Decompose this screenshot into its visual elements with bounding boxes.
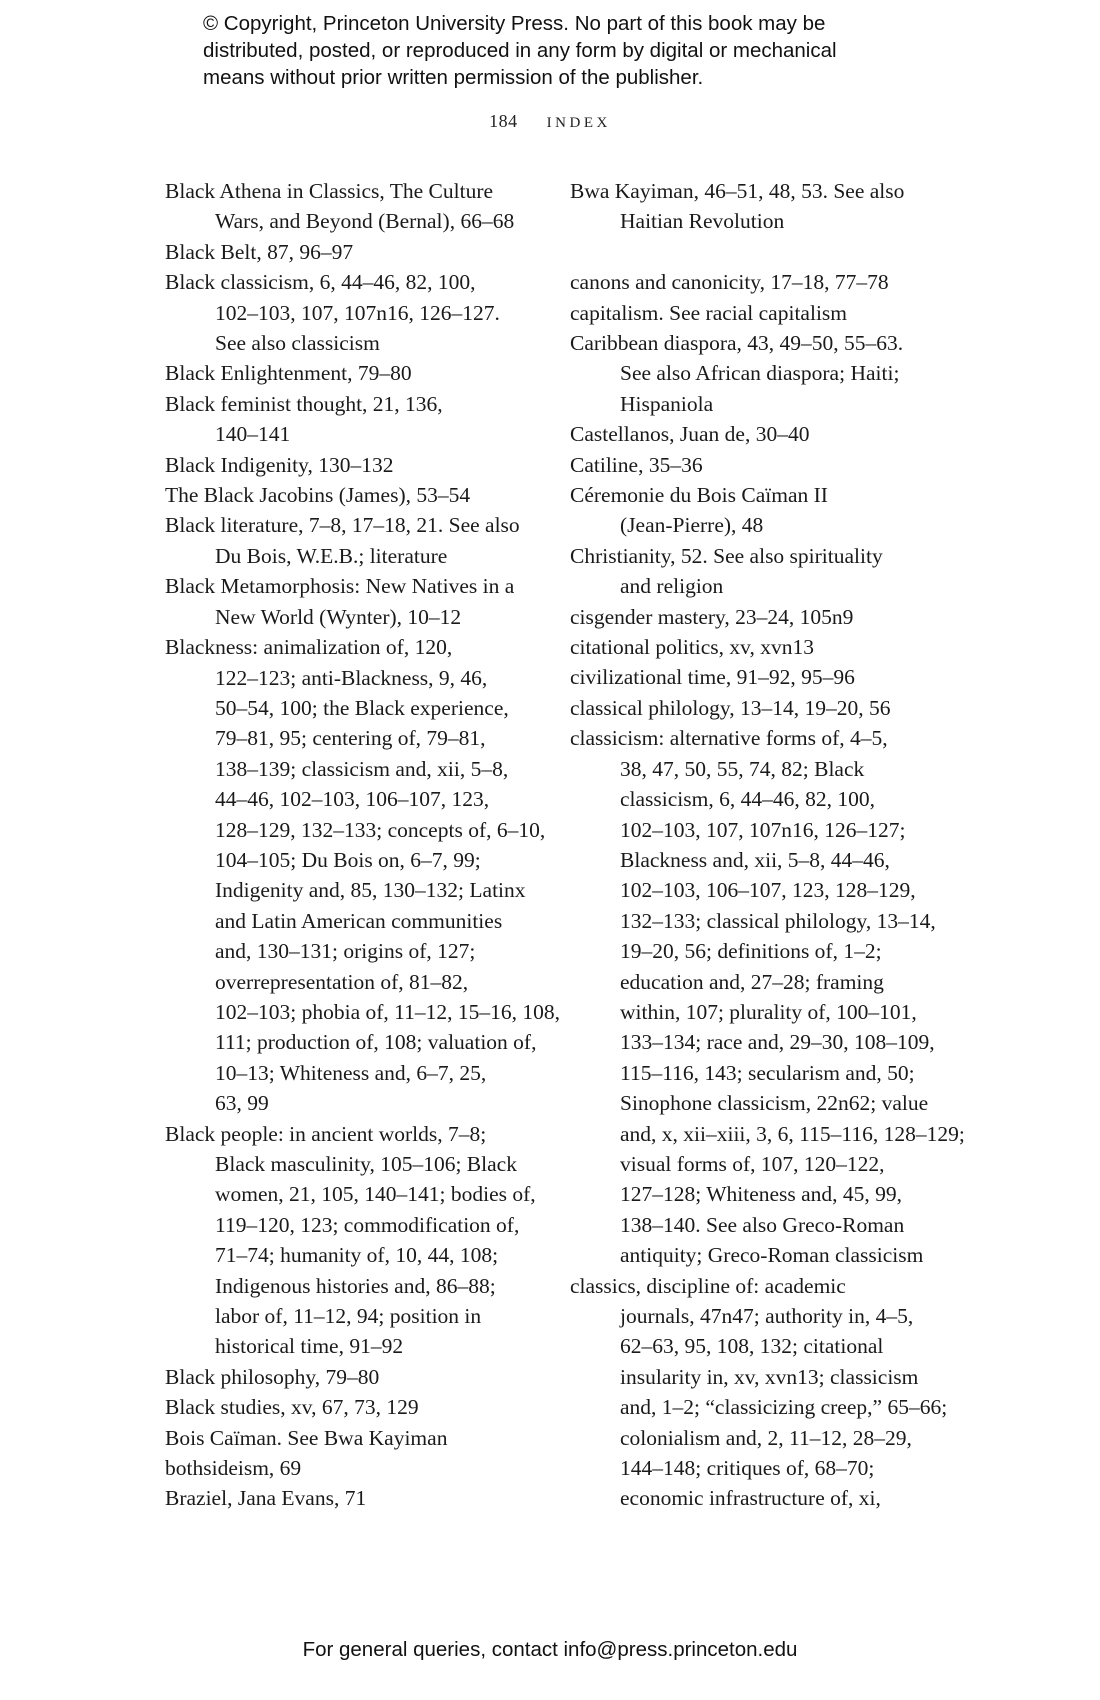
index-entry-continuation: Hispaniola — [620, 391, 714, 416]
index-entry-continuation: 102–103, 107, 107n16, 126–127. — [215, 300, 500, 325]
index-entry-heading: civilizational time, 91–92, 95–96 — [570, 665, 855, 690]
index-column-left — [165, 176, 560, 1514]
index-entry-continuation: 138–139; classicism and, xii, 5–8, — [215, 756, 509, 781]
index-entry-continuation: 111; production of, 108; valuation of, — [215, 1030, 537, 1055]
copyright-line: means without prior written permission of the publisher. — [203, 66, 704, 89]
index-entry-continuation: 104–105; Du Bois on, 6–7, 99; — [215, 847, 481, 872]
index-entry-continuation: education and, 27–28; framing — [620, 969, 884, 994]
index-entry-continuation: 133–134; race and, 29–30, 108–109, — [620, 1030, 935, 1055]
index-entry-continuation: historical time, 91–92 — [215, 1334, 404, 1359]
index-entry-continuation: 132–133; classical philology, 13–14, — [620, 908, 936, 933]
index-entry-continuation: and, 130–131; origins of, 127; — [215, 939, 476, 964]
index-entry-continuation: 50–54, 100; the Black experience, — [215, 695, 509, 720]
index-entry-continuation: 144–148; critiques of, 68–70; — [620, 1456, 875, 1481]
index-entry — [570, 298, 940, 328]
index-entry — [165, 389, 545, 450]
index-entry-continuation: See also classicism — [215, 331, 380, 356]
index-entry-heading: The Black Jacobins (James), 53–54 — [165, 483, 471, 508]
index-entry-heading: Black Belt, 87, 96–97 — [165, 239, 354, 264]
index-entry-heading: bothsideism, 69 — [165, 1456, 302, 1481]
index-entry-continuation: within, 107; plurality of, 100–101, — [620, 999, 917, 1024]
copyright-notice — [203, 10, 963, 91]
index-entry-heading: canons and canonicity, 17–18, 77–78 — [570, 270, 889, 295]
index-entry — [570, 541, 940, 602]
index-entry-heading: citational politics, xv, xvn13 — [570, 635, 815, 660]
index-entry-heading: Bwa Kayiman, 46–51, 48, 53. See also — [570, 179, 905, 203]
index-entry-continuation: 127–128; Whiteness and, 45, 99, — [620, 1182, 903, 1207]
index-entry — [570, 450, 940, 480]
index-entry-continuation: 140–141 — [215, 422, 291, 447]
index-entry-heading: Caribbean diaspora, 43, 49–50, 55–63. — [570, 331, 904, 356]
index-entry — [165, 1392, 545, 1422]
index-entry-continuation: 38, 47, 50, 55, 74, 82; Black — [620, 756, 865, 781]
index-entry-heading: Céremonie du Bois Caïman II — [570, 483, 828, 508]
index-entry-continuation: 63, 99 — [215, 1091, 269, 1116]
index-entry-heading: Black feminist thought, 21, 136, — [165, 391, 443, 416]
index-entry-continuation: Indigenous histories and, 86–88; — [215, 1273, 496, 1298]
index-entry-continuation: 71–74; humanity of, 10, 44, 108; — [215, 1243, 499, 1268]
index-entry — [570, 419, 940, 449]
index-entry-heading: Black Enlightenment, 79–80 — [165, 361, 412, 386]
index-entry — [570, 602, 940, 632]
index-entry — [570, 176, 940, 237]
index-entry-heading: Black people: in ancient worlds, 7–8; — [165, 1121, 487, 1146]
index-entry-heading: classicism: alternative forms of, 4–5, — [570, 726, 888, 751]
index-entry-continuation: Indigenity and, 85, 130–132; Latinx — [215, 878, 526, 903]
copyright-line: distributed, posted, or reproduced in any form by digital or mechanical — [203, 39, 837, 62]
index-entry-continuation: and, x, xii–xiii, 3, 6, 115–116, 128–129; — [620, 1121, 965, 1146]
index-entry-continuation: antiquity; Greco-Roman classicism — [620, 1243, 924, 1268]
index-entry-heading: Catiline, 35–36 — [570, 452, 703, 477]
index-entry-continuation: visual forms of, 107, 120–122, — [620, 1151, 885, 1176]
index-entry — [165, 450, 545, 480]
index-entry-continuation: Haitian Revolution — [620, 209, 785, 234]
index-entry-heading: Braziel, Jana Evans, 71 — [165, 1486, 367, 1511]
index-entry-continuation: 115–116, 143; secularism and, 50; — [620, 1060, 915, 1085]
index-entry-continuation: and religion — [620, 574, 724, 599]
index-entry-continuation: women, 21, 105, 140–141; bodies of, — [215, 1182, 536, 1207]
index-entry-continuation: 122–123; anti-Blackness, 9, 46, — [215, 665, 488, 690]
index-entry-continuation: classicism, 6, 44–46, 82, 100, — [620, 787, 875, 812]
index-entry-heading: capitalism. See racial capitalism — [570, 300, 848, 325]
index-entry-continuation: and Latin American communities — [215, 908, 503, 933]
index-entry-heading: Black philosophy, 79–80 — [165, 1364, 380, 1389]
index-entry-continuation: 138–140. See also Greco-Roman — [620, 1212, 905, 1237]
index-entry-continuation: colonialism and, 2, 11–12, 28–29, — [620, 1425, 912, 1450]
index-entry-continuation: (Jean-Pierre), 48 — [620, 513, 764, 538]
index-entry-heading: Black Athena in Classics, The Culture — [165, 179, 494, 203]
index-entry-continuation: overrepresentation of, 81–82, — [215, 969, 469, 994]
index-entry-continuation: Black masculinity, 105–106; Black — [215, 1152, 517, 1176]
index-entry-continuation: 10–13; Whiteness and, 6–7, 25, — [215, 1060, 487, 1085]
index-entry — [165, 267, 545, 358]
index-entry — [570, 1271, 948, 1514]
index-entry-continuation: Du Bois, W.E.B.; literature — [215, 543, 448, 568]
index-entry — [165, 1453, 545, 1483]
index-entry-continuation: New World (Wynter), 10–12 — [215, 604, 462, 629]
index-entry-heading: Black studies, xv, 67, 73, 129 — [165, 1395, 419, 1420]
index-entry — [165, 480, 545, 510]
index-entry — [570, 723, 965, 1270]
index-entry-heading: Black Metamorphosis: New Natives in a — [165, 574, 515, 599]
index-entry-continuation: 102–103; phobia of, 11–12, 15–16, 108, — [215, 999, 560, 1024]
running-head — [0, 111, 1100, 132]
index-entry — [165, 1362, 545, 1392]
index-entry-continuation: Blackness and, xii, 5–8, 44–46, — [620, 847, 890, 872]
index-entry — [165, 358, 545, 388]
index-entry — [165, 237, 545, 267]
copyright-line: © Copyright, Princeton University Press. No part of this book may be — [203, 12, 826, 35]
index-entry-continuation: 128–129, 132–133; concepts of, 6–10, — [215, 817, 546, 842]
index-entry-heading: Black classicism, 6, 44–46, 82, 100, — [165, 270, 476, 295]
index-entry-continuation: 19–20, 56; definitions of, 1–2; — [620, 939, 882, 964]
index-entry — [165, 571, 545, 632]
index-entry-continuation: journals, 47n47; authority in, 4–5, — [620, 1304, 914, 1329]
index-entry-continuation: 44–46, 102–103, 106–107, 123, — [215, 787, 490, 812]
index-entry-heading: cisgender mastery, 23–24, 105n9 — [570, 604, 854, 629]
index-entry-continuation: Sinophone classicism, 22n62; value — [620, 1091, 929, 1116]
index-entry — [165, 1483, 545, 1513]
index-entry-continuation: insularity in, xv, xvn13; classicism — [620, 1364, 919, 1389]
index-entry-continuation: 119–120, 123; commodification of, — [215, 1212, 520, 1237]
section-title: INDEX — [546, 115, 611, 131]
index-entry-continuation: and, 1–2; “classicizing creep,” 65–66; — [620, 1395, 948, 1420]
index-entry-continuation: 79–81, 95; centering of, 79–81, — [215, 726, 486, 751]
index-entry-continuation: See also African diaspora; Haiti; — [620, 361, 900, 386]
index-entry-heading: Bois Caïman. See Bwa Kayiman — [165, 1425, 448, 1450]
index-column-right — [570, 176, 965, 1514]
index-entry — [570, 632, 940, 662]
index-entry-heading: Black Indigenity, 130–132 — [165, 452, 394, 477]
index-entry — [165, 510, 545, 571]
page-number: 184 — [489, 111, 518, 131]
footer-contact: For general queries, contact info@press.princeton.edu — [302, 1638, 798, 1661]
index-entry-heading: classics, discipline of: academic — [570, 1273, 846, 1298]
index-entry-heading: Blackness: animalization of, 120, — [165, 635, 453, 660]
index-entry-continuation: economic infrastructure of, xi, — [620, 1486, 881, 1511]
index-entry-heading: Castellanos, Juan de, 30–40 — [570, 422, 810, 447]
index-entry-heading: Christianity, 52. See also spirituality — [570, 543, 883, 568]
index-entry-continuation: 102–103, 107, 107n16, 126–127; — [620, 817, 906, 842]
index-entry-continuation: Wars, and Beyond (Bernal), 66–68 — [215, 209, 515, 234]
index-entry — [165, 632, 560, 1119]
index-entry — [570, 480, 940, 541]
index-entry — [570, 267, 940, 297]
index-entry-heading: Black literature, 7–8, 17–18, 21. See also — [165, 513, 520, 538]
index-entry-continuation: labor of, 11–12, 94; position in — [215, 1304, 482, 1329]
index-entry — [165, 1423, 545, 1453]
index-entry — [165, 176, 545, 237]
index-entry — [570, 693, 940, 723]
index-entry-heading: classical philology, 13–14, 19–20, 56 — [570, 695, 891, 720]
index-entry-continuation: 102–103, 106–107, 123, 128–129, — [620, 878, 916, 903]
index-entry — [570, 662, 940, 692]
index-entry-continuation: 62–63, 95, 108, 132; citational — [620, 1334, 884, 1359]
index-entry — [165, 1119, 545, 1362]
index-entry — [570, 328, 940, 419]
